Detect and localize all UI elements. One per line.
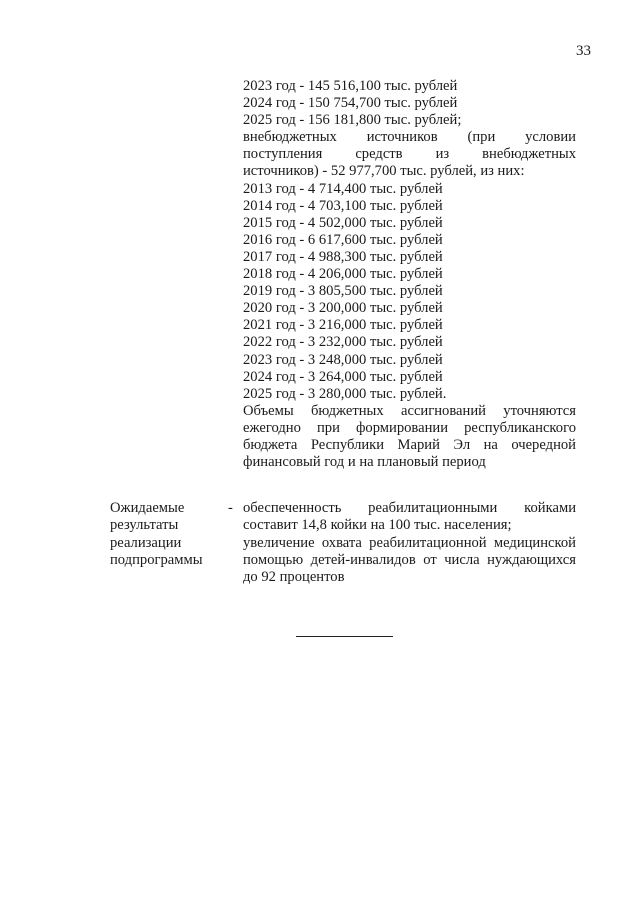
extrabudget-year-line: 2021 год - 3 216,000 тыс. рублей [243,317,443,334]
republican-year-line: 2023 год - 145 516,100 тыс. рублей [243,78,458,94]
result-line: увеличение охвата реабилитационной медицинской [243,534,576,551]
extrabudget-total-line: источников) - 52 977,700 тыс. рублей, из них: [243,163,525,180]
budget-note-line: финансовый год и на плановый период [243,454,486,471]
extrabudget-year-line: 2014 год - 4 703,100 тыс. рублей [243,197,443,214]
page-number: 33 [576,43,591,59]
extrabudget-year-line: 2018 год - 4 206,000 тыс. рублей [243,266,443,283]
result-line: обеспеченность реабилитационными койками [243,500,576,516]
label-line: Ожидаемые [110,500,185,516]
extrabudget-intro-line: поступления средств из внебюджетных [243,146,576,163]
expected-results-body [243,500,576,586]
extrabudget-intro-line: внебюджетных источников (при условии [243,129,576,146]
result-line: составит 14,8 койки на 100 тыс. населения; [243,517,512,534]
republican-year-line: 2025 год - 156 181,800 тыс. рублей; [243,112,462,129]
extrabudget-year-line: 2025 год - 3 280,000 тыс. рублей. [243,385,447,402]
end-separator-line [296,636,393,637]
budget-note-line: бюджета Республики Марий Эл на очередной [243,436,576,453]
label-line: результаты [110,517,179,534]
extrabudget-year-line: 2016 год - 6 617,600 тыс. рублей [243,231,443,248]
budget-note-line: Объемы бюджетных ассигнований уточняются [243,402,576,419]
extrabudget-year-line: 2023 год - 3 248,000 тыс. рублей [243,351,443,368]
label-line: подпрограммы [110,551,203,568]
extrabudget-year-line: 2024 год - 3 264,000 тыс. рублей [243,368,443,385]
extrabudget-year-line: 2013 год - 4 714,400 тыс. рублей [243,180,443,197]
budget-note-line: ежегодно при формировании республиканского [243,419,576,436]
label-line: реализации [110,534,182,551]
funding-block [243,78,576,471]
extrabudget-year-line: 2015 год - 4 502,000 тыс. рублей [243,214,443,231]
result-line: помощью детей-инвалидов от числа нуждающихся [243,551,576,568]
expected-results-label [110,500,230,569]
republican-year-line: 2024 год - 150 754,700 тыс. рублей [243,95,458,112]
result-line: до 92 процентов [243,569,345,586]
label-dash: - [228,500,233,516]
extrabudget-year-line: 2017 год - 4 988,300 тыс. рублей [243,248,443,265]
extrabudget-year-line: 2020 год - 3 200,000 тыс. рублей [243,300,443,317]
extrabudget-year-line: 2019 год - 3 805,500 тыс. рублей [243,283,443,300]
extrabudget-year-line: 2022 год - 3 232,000 тыс. рублей [243,334,443,351]
